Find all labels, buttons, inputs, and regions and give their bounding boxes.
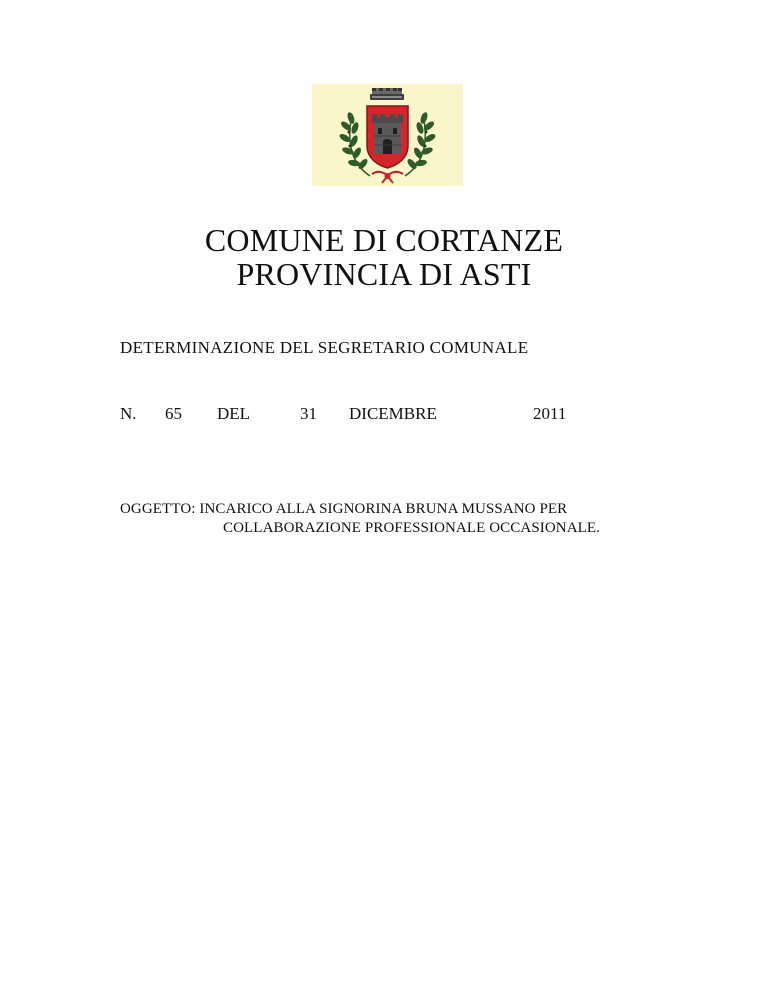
- document-number: 65: [165, 404, 182, 423]
- subject-label: OGGETTO:: [120, 501, 196, 517]
- date-month: DICEMBRE: [349, 404, 437, 423]
- document-type: DETERMINAZIONE DEL SEGRETARIO COMUNALE: [120, 338, 529, 357]
- ribbon-icon: [372, 172, 403, 183]
- subject-block: [120, 500, 600, 538]
- subject-line-1: INCARICO ALLA SIGNORINA BRUNA MUSSANO PER: [199, 501, 568, 517]
- crown-icon: [370, 88, 404, 100]
- municipality-title: COMUNE DI CORTANZE: [204, 222, 564, 258]
- coat-of-arms: [312, 84, 463, 186]
- tower-icon: [372, 114, 403, 154]
- laurel-branch-right-icon: [405, 111, 437, 176]
- province-title: PROVINCIA DI ASTI: [236, 256, 532, 292]
- del-label: DEL: [217, 404, 251, 423]
- coat-of-arms-icon: [312, 84, 463, 186]
- date-day: 31: [300, 404, 317, 423]
- subject-line-2: COLLABORAZIONE PROFESSIONALE OCCASIONALE.: [223, 520, 601, 536]
- laurel-branch-left-icon: [338, 111, 370, 176]
- shield-icon: [367, 106, 408, 168]
- date-year: 2011: [533, 404, 567, 423]
- number-label: N.: [120, 404, 137, 423]
